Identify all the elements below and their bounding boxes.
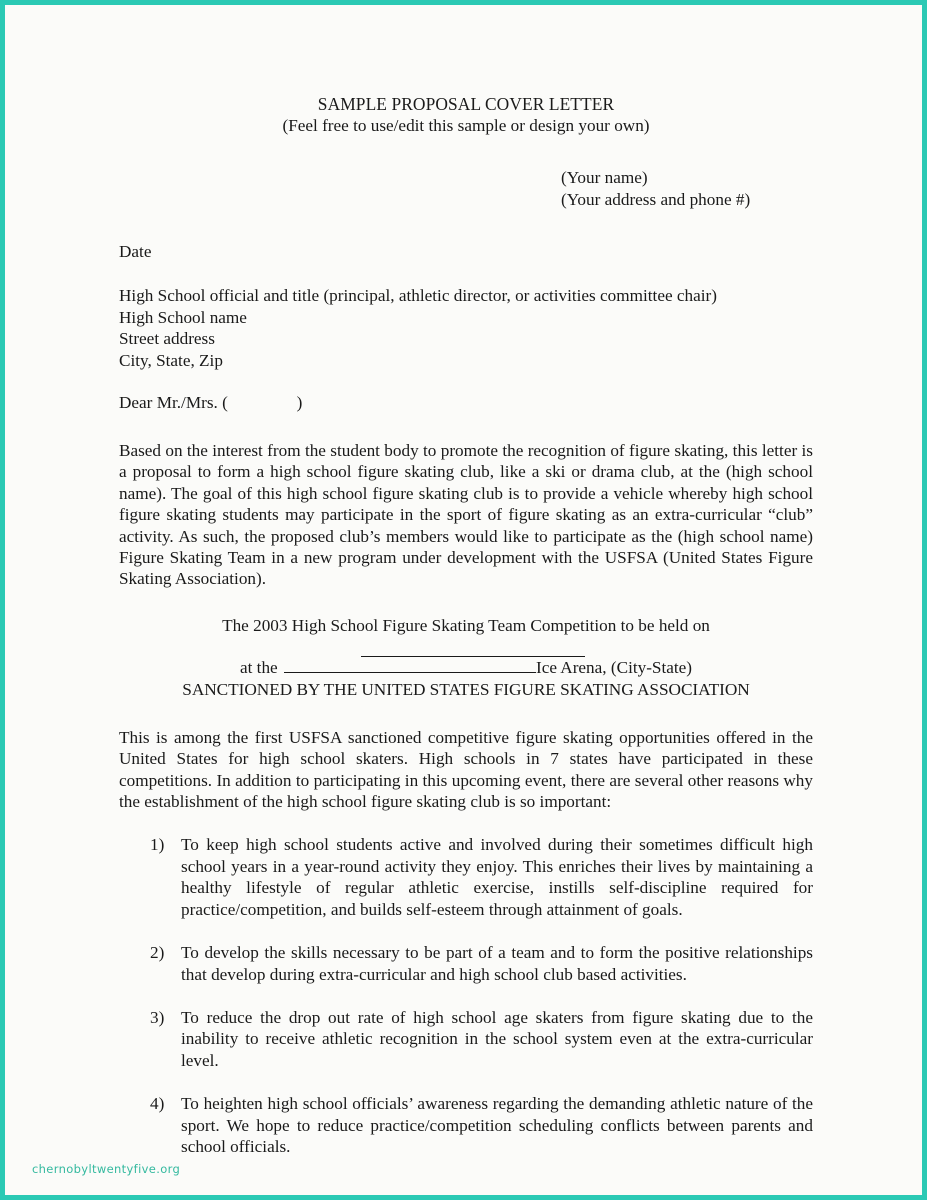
event-title-line: The 2003 High School Figure Skating Team Competition to be held on [222,615,710,635]
sender-address-block [119,167,813,211]
body-paragraph-1: Based on the interest from the student body to promote the recognition of figure skating, this letter is a proposal to form a high school figure skating club, like a ski or drama club, at the (high school name). The goal of this high school figure skating club is to provide a vehicle whereby high school figure skating students may participate in the sport of figure skating as an extra-curricular “club” activity. As such, the proposed club’s members would like to participate as the (high school name) Figure Skating Team in a new program under development with the USFSA (United States Figure Skating Association). [119,441,813,589]
list-item-marker: 4) [150,1094,165,1114]
list-item-text: To develop the skills necessary to be part of a team and to form the positive relationships that develop during extra-curricular and high school club based activities. [181,943,813,984]
event-sanction-line: SANCTIONED BY THE UNITED STATES FIGURE SKATING ASSOCIATION [182,679,750,699]
recipient-street-address: Street address [119,329,215,348]
recipient-address-block [119,285,813,371]
sender-name-placeholder: (Your name) [561,168,648,187]
event-venue-suffix: Ice Arena, (City-State) [535,657,693,677]
event-date-blank-row [119,636,813,657]
list-item-text: To keep high school students active and involved during their sometimes difficult high school years in a year-round activity they enjoy. This enriches their lives by maintaining a healthy lifestyle of regular athletic exercise, instills self-discipline required for practice/competition, and builds self-esteem through attainment of goals. [181,835,813,919]
event-venue-line [119,657,813,678]
list-item [119,1093,813,1157]
list-item [119,1007,813,1071]
event-venue-blank-line [284,659,536,673]
recipient-school-name: High School name [119,307,247,327]
body-paragraph-2: This is among the first USFSA sanctioned competitive figure skating opportunities offered in the United States for high school skaters. High schools in 7 states have participated in these competitions. In addition to participating in this upcoming event, there are several other reasons why the establishment of the high school figure skating club is so important: [119,727,813,812]
letter-content [119,93,813,1157]
list-item-text: To reduce the drop out rate of high school age skaters from figure skating due to the inability to receive athletic recognition in the school system even at the extra-curricular level. [181,1007,813,1070]
list-item-marker: 1) [150,835,165,855]
page-subtitle: (Feel free to use/edit this sample or design your own) [282,116,650,135]
letter-sheet [5,5,922,1195]
list-item-marker: 2) [150,943,165,963]
recipient-city-state-zip: City, State, Zip [119,350,223,370]
recipient-official-title: High School official and title (principal, athletic director, or activities committee chair) [119,286,717,305]
event-venue-prefix: at the [239,657,282,677]
event-announcement-block [119,615,813,700]
page-title: SAMPLE PROPOSAL COVER LETTER [317,94,615,114]
salutation-line: Dear Mr./Mrs. ( ) [119,393,303,412]
list-item-marker: 3) [150,1007,165,1027]
list-item-text: To heighten high school officials’ awareness regarding the demanding athletic nature of the sport. We hope to reduce practice/competition scheduling conflicts between parents and school officials. [181,1094,813,1156]
letter-title-block [119,93,813,137]
event-date-blank-line [361,642,585,657]
reasons-list [119,834,813,1157]
list-item [119,834,813,920]
site-watermark: chernobyltwentyfive.org [32,1162,181,1176]
list-item [119,942,813,985]
sender-address-placeholder: (Your address and phone #) [561,190,751,209]
date-label: Date [119,242,152,261]
